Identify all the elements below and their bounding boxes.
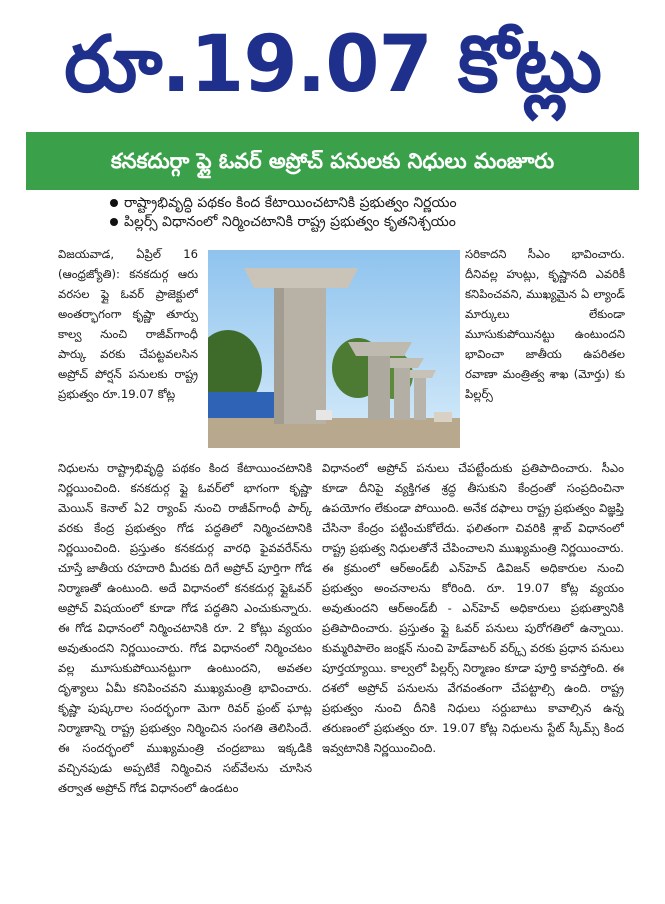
bullet-dot-icon: [110, 199, 118, 207]
bullet-dot-icon: [110, 218, 118, 226]
article-column-1: [58, 244, 198, 454]
flyover-photo: [208, 250, 460, 448]
headline: రూ.19.07 కోట్లు: [64, 20, 601, 110]
article-text: విజయవాడ, ఏప్రిల్‌ 16 (ఆంధ్రజ్యోతి): కనకదుర్గ ఆరు వరసల ఫ్లై ఓవర్‌ ప్రాజెక్టులో అంతర్భాగంగా కృష్ణా తూర్పు కాల్వ నుంచి రాజీవ్‌గాంధీ పార్కు వరకు చేపట్టవలసిన అప్రోచ్‌ పోర్షన్‌ పనులకు రాష్ట్ర ప్రభుత్వం రూ.19.07 కోట్ల: [58, 247, 198, 401]
article-column-2: [465, 244, 625, 454]
subheadline-banner: కనకదుర్గా ఫ్లై ఓవర్‌ అప్రోచ్‌ పనులకు నిధులు మంజూరు: [26, 132, 639, 190]
bullet-item: [110, 213, 650, 232]
bullet-list: [110, 194, 650, 232]
bullet-item: [110, 194, 650, 213]
bullet-text: రాష్ట్రాభివృద్ధి పథకం కింద కేటాయించటానికి ప్రభుత్వం నిర్ణయం: [124, 195, 457, 211]
article-text: సరికాదని సీఎం భావించారు. దీనివల్ల హుట్లు, కృష్ణానది ఎవరికీ కనిపించవని, ముఖ్యమైన ఏ ల్యాండ్‌ మార్కులు లేకుండా మూసుకుపోయినట్టు ఉంటుందని భావించా జాతీయ ఉపరితల రవాణా మంత్రిత్వ శాఖ (మోర్తు) కు పిల్లర్స్‌: [465, 247, 625, 401]
article-column-3: [58, 458, 312, 868]
article-column-4: [322, 458, 624, 868]
bullet-text: పిల్లర్స్‌ విధానంలో నిర్మించటానికి రాష్ట్ర ప్రభుత్వం కృతనిశ్చయం: [124, 214, 456, 230]
article-text: నిధులను రాష్ట్రాభివృద్ధి పథకం కింద కేటాయించటానికి నిర్ణయించింది. కనకదుర్గ ఫ్లై ఓవర్‌లో భాగంగా కృష్ణా మెయిన్‌ కెనాల్‌ ఏ2 ర్యాంప్‌ నుంచి రాజీవ్‌గాంధీ పార్క్‌ వరకు కేంద్ర ప్రభుత్వం గోడ పద్ధతిలో నిర్మించటానికి నిర్ణయించింది. ప్రస్తుతం కనకదుర్గ వారధి ఫైవవరేన్‌ను చూస్తే జాతీయ రహదారి మీదకు దిగే అప్రోచ్‌ పూర్తిగా గోడ నిర్మాణతో ఉంటుంది. అదే విధానంలో కనకదుర్గ ఫ్లైఓవర్‌ అప్రోచ్‌ విషయంలో కూడా గోడ పద్ధతిని ఎంచుకున్నారు. ఈ గోడ విధానంలో నిర్మించటానికి రూ. 2 కోట్లు వ్యయం అవుతుందని నిర్ణయించారు. గోడ విధానంలో నిర్మించటం వల్ల మూసుకుపోయినట్టుగా ఉంటుందని, అవతల దృశ్యాలు ఏమీ కనిపించవని ముఖ్యమంత్రి భావించారు. కృష్ణా పుష్కరాల సందర్భంగా మెగా రివర్‌ ఫ్రంట్‌ ఘాట్ల నిర్మాణాన్ని రాష్ట్ర ప్రభుత్వం నిర్మించిన సంగతి తెలిసిందే. ఈ సందర్భంలో ముఖ్యమంత్రి చంద్రబాబు ఇక్కడికి వచ్చినపుడు అప్పటికే నిర్మించిన సబ్‌వేలను చూసిన తర్వాత అప్రోచ్‌ గోడ విధానంలో ఉండటం: [58, 461, 312, 795]
article-text: విధానంలో అప్రోచ్‌ పనులు చేపట్టేందుకు ప్రతిపాదించారు. సీఎం కూడా దీనిపై వ్యక్తిగత శ్రద్ధ తీసుకుని కేంద్రంతో సంప్రదించినా ఉపయోగం లేకుండా పోయింది. అనేక దఫాలు రాష్ట్ర ప్రభుత్వం విజ్ఞప్తి చేసినా కేంద్రం పట్టించుకోలేదు. ఫలితంగా చివరికి శ్లాబ్‌ విధానంలో రాష్ట్ర ప్రభుత్వ నిధులతోనే చేపించాలని ముఖ్యమంత్రి నిర్ణయించారు. ఈ క్రమంలో ఆర్‌అండ్‌బీ ఎన్‌హెచ్‌ డివిజన్‌ అధికారుల నుంచి ప్రభుత్వం అంచనాలను కోరింది. రూ. 19.07 కోట్ల వ్యయం అవుతుందని ఆర్‌అండ్‌బీ - ఎన్‌హెచ్‌ అధికారులు ప్రభుత్వానికి ప్రతిపాదించారు. ప్రస్తుతం ఫ్లై ఓవర్‌ పనులు పురోగతిలో ఉన్నాయి. కుమ్మరిపాలెం జంక్షన్‌ నుంచి హెడ్‌వాటర్‌ వర్క్స్‌ వరకు ప్రధాన పనులు పూర్తయ్యాయి. కాల్వలో పిల్లర్స్‌ నిర్మాణం కూడా పూర్తి కావస్తోంది. ఈ దశలో అప్రోచ్‌ పనులను వేగవంతంగా చేపట్టాల్సి ఉంది. రాష్ట్ర ప్రభుత్వం నుంచి దీనికి నిధులు సర్దుబాటు కావాల్సిన ఉన్న తరుణంలో ప్రభుత్వం రూ. 19.07 కోట్ల నిధులను స్టేట్‌ స్కీమ్స్‌ కింద ఇవ్వటానికి నిర్ణయించింది.: [322, 461, 624, 755]
